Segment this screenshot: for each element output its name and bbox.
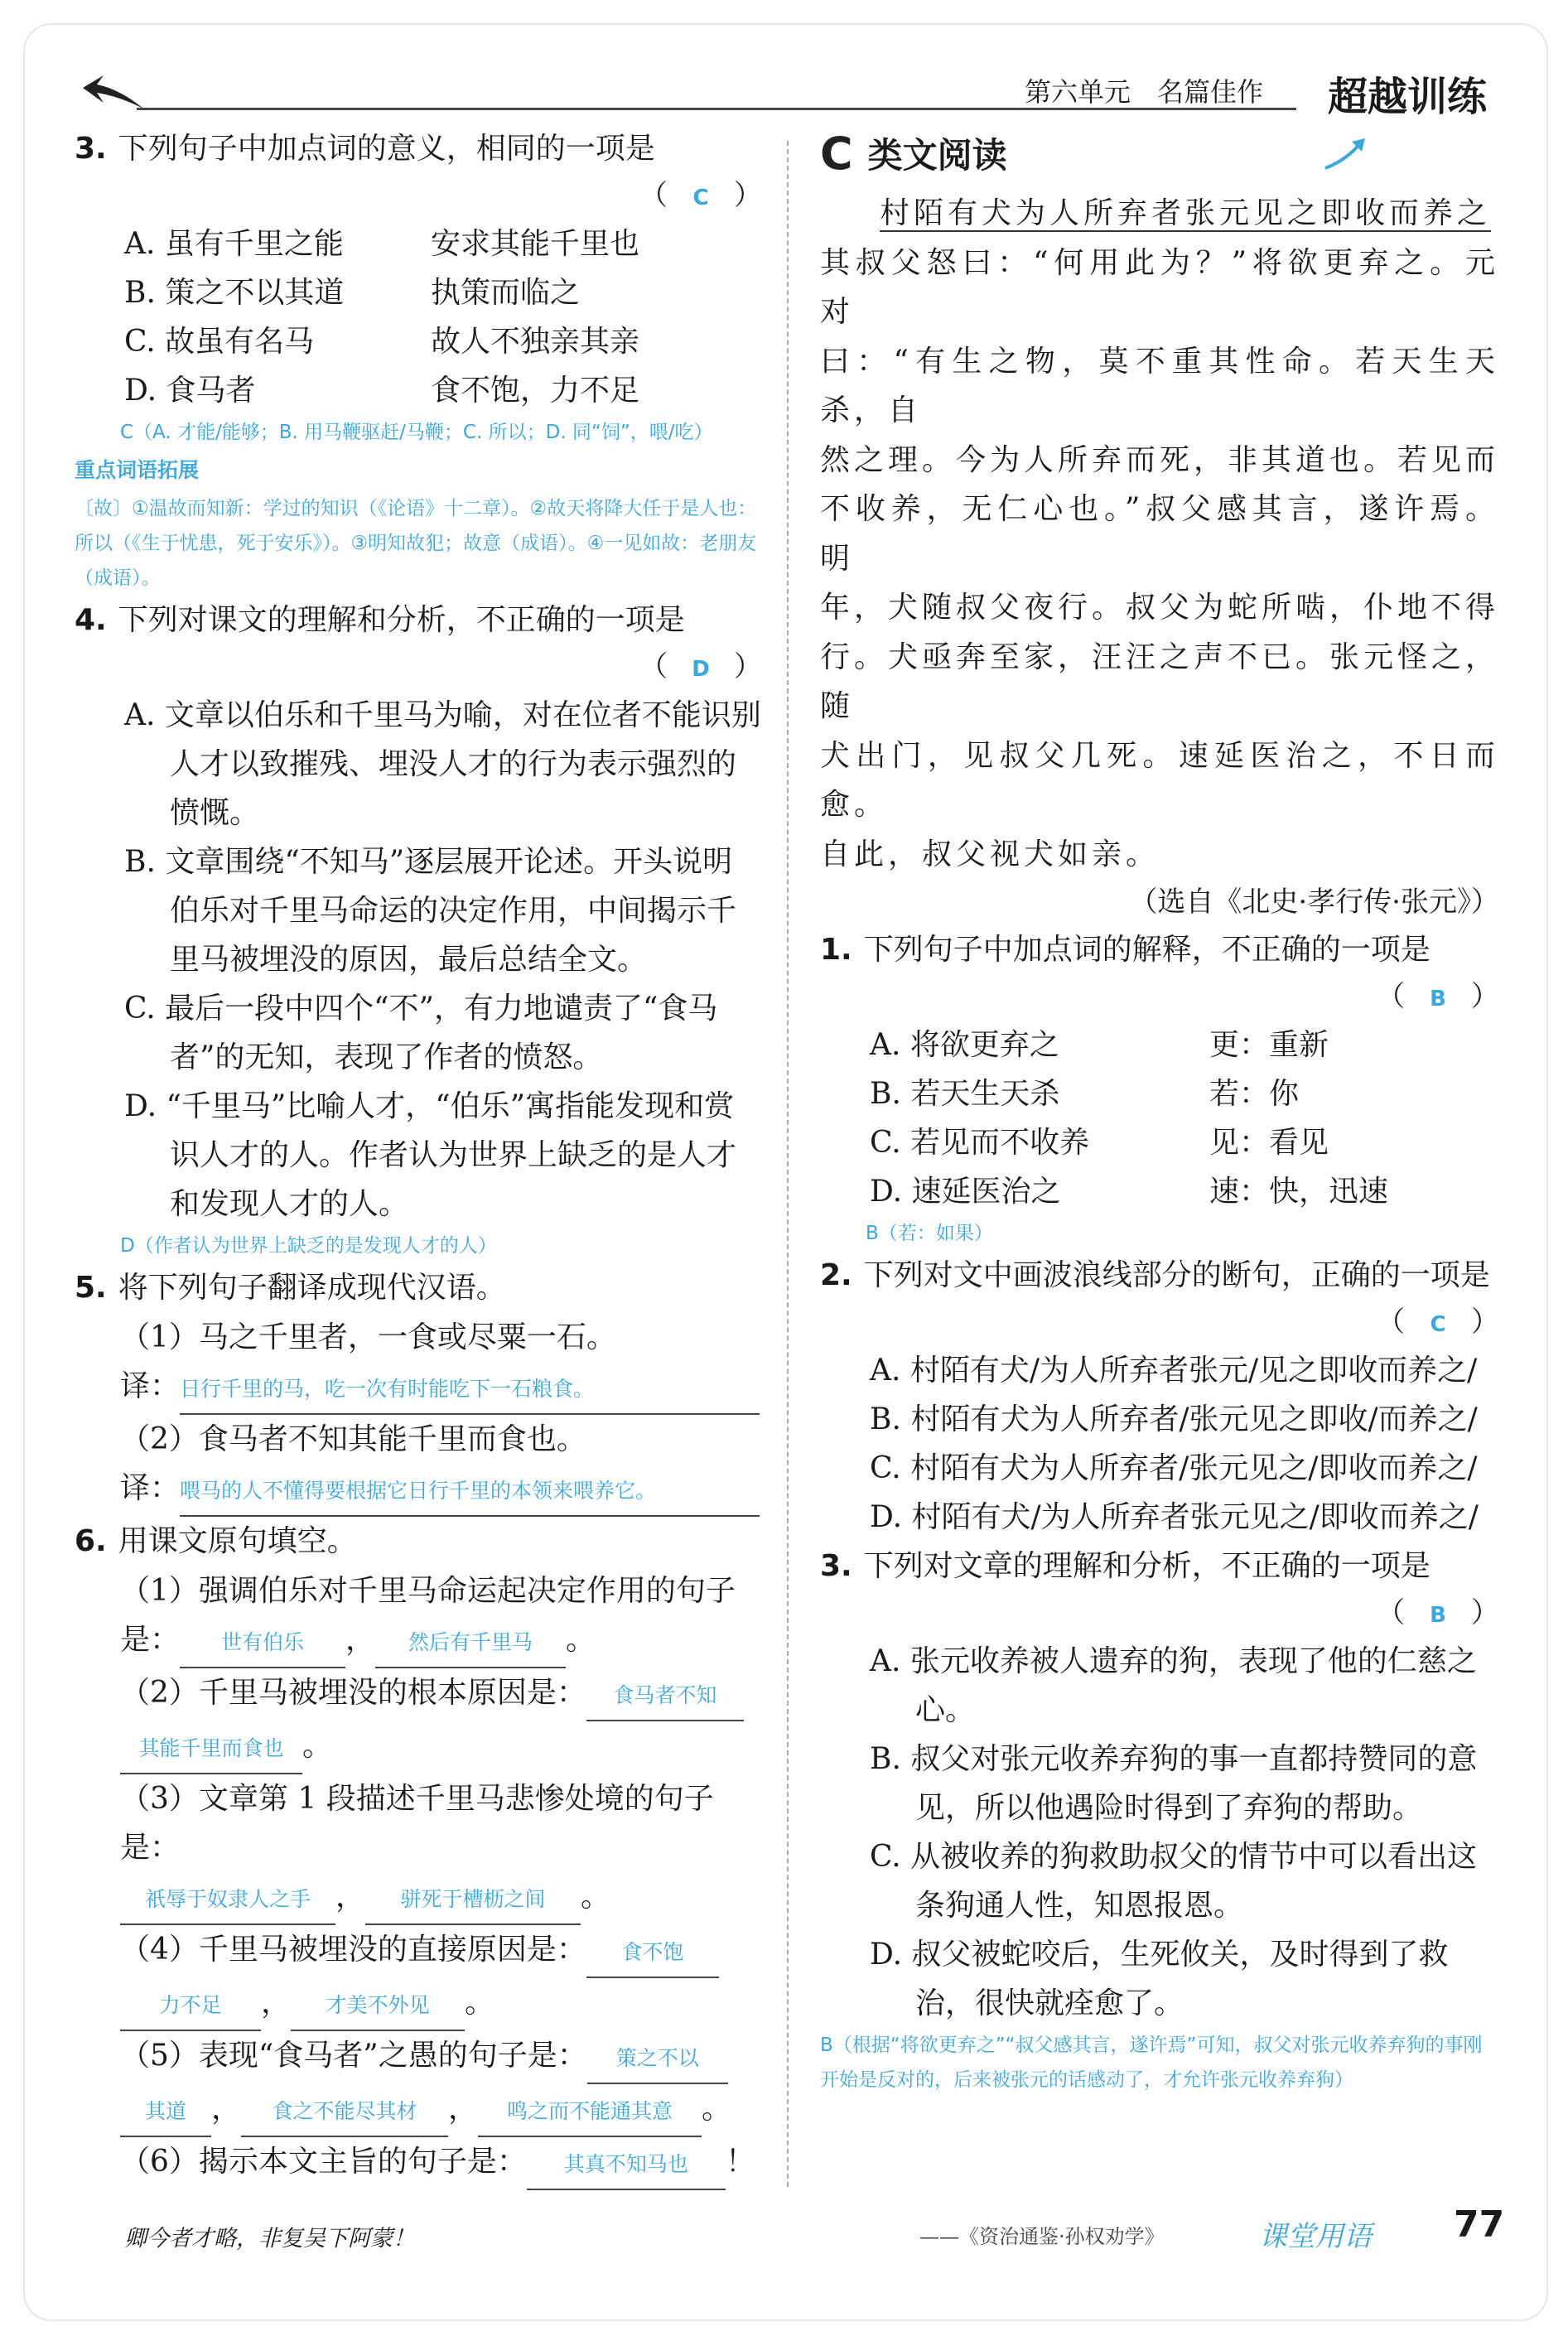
- answer-bracket: （ C ）: [75, 174, 762, 220]
- option-b: B. 叔父对张元收养弃狗的事一直都持赞同的意见，所以他遇险时得到了弃狗的帮助。: [870, 1742, 1478, 1825]
- passage-line: 行。犬亟奔至家，汪汪之声不已。张元怪之，随: [820, 640, 1500, 723]
- translation-answer: 日行千里的马，吃一次有时能吃下一石粮食。: [180, 1364, 760, 1415]
- fill-5: （5）表现“食马者”之愚的句子是： 策之不以 其道 ， 食之不能尽其材 ， 鸣之而不能通其意 。: [75, 2031, 762, 2137]
- section-title: 类文阅读: [867, 135, 1007, 176]
- answer-note: D（作者认为世界上缺乏的是发现人才的人）: [120, 1235, 497, 1257]
- answer-letter: C: [692, 186, 709, 210]
- option-d: D. 食马者 食不饱，力不足: [124, 374, 640, 408]
- answer-letter: D: [692, 657, 710, 682]
- sentence-2: （2）食马者不知其能千里而食也。: [120, 1422, 586, 1456]
- option-a: A. 虽有千里之能 安求其能千里也: [124, 227, 640, 261]
- option-b: B. 村陌有犬为人所弃者/张元见之即收/而养之/: [870, 1402, 1478, 1436]
- fill-6: （6）揭示本文主旨的句子是： 其真不知马也 ！: [75, 2137, 762, 2190]
- footer-source: ——《资治通鉴·孙权劝学》: [919, 2225, 1165, 2248]
- right-column: [820, 124, 1499, 2097]
- question-stem: 下列对课文的理解和分析，不正确的一项是: [118, 603, 685, 637]
- back-arrow-icon: [79, 71, 145, 113]
- passage-line: 不收养，无仁心也。”叔父感其言，遂许焉。明: [820, 492, 1499, 576]
- sentence-1: （1）马之千里者，一食或尽粟一石。: [120, 1320, 616, 1354]
- column-divider: [787, 141, 789, 2187]
- passage-line: 曰：“有生之物，莫不重其性命。若天生天杀，自: [820, 344, 1499, 427]
- question-stem: 下列句子中加点词的解释，不正确的一项是: [863, 933, 1430, 967]
- footer-brand: 课堂用语: [1259, 2220, 1372, 2253]
- answer-letter: B: [1430, 1603, 1446, 1628]
- question-4: [75, 596, 762, 1263]
- extension-text: 〔故〕①温故而知新：学过的知识（《论语》十二章）。②故天将降大任于是人也：所以（《生于忧患，死于安乐》）。③明知故犯；故意（成语）。④一见如故：老朋友（成语）。: [75, 498, 757, 589]
- page-header: [79, 65, 1503, 120]
- option-a: A. 村陌有犬/为人所弃者张元/见之即收而养之/: [870, 1354, 1478, 1388]
- answer-letter: B: [1430, 987, 1446, 1011]
- unit-title: 第六单元 名篇佳作: [1024, 76, 1263, 108]
- option-c: C. 村陌有犬为人所弃者/张元见之/即收而养之/: [870, 1451, 1478, 1485]
- passage-line: 然之理。今为人所弃而死，非其道也。若见而: [820, 442, 1500, 477]
- question-stem: 下列对文中画波浪线部分的断句，正确的一项是: [863, 1258, 1490, 1292]
- passage-line: 其叔父怒曰：“何用此为？”将欲更弃之。元对: [820, 245, 1499, 329]
- option-c: C. 故虽有名马 故人不独亲其亲: [124, 325, 640, 359]
- answer-bracket: （ B ）: [820, 975, 1499, 1021]
- section-heading: [820, 124, 1499, 182]
- question-3: [75, 124, 762, 596]
- question-5: [75, 1263, 762, 1517]
- answer-bracket: （ B ）: [820, 1591, 1499, 1637]
- extension-title: 重点词语拓展: [75, 458, 200, 482]
- translation-1: 译：日行千里的马，吃一次有时能吃下一石粮食。: [75, 1362, 762, 1415]
- question-number: 3.: [820, 1549, 852, 1583]
- fill-1: （1）强调伯乐对千里马命运起决定作用的句子是： 世有伯乐 ， 然后有千里马 。: [75, 1566, 762, 1668]
- reading-passage: [820, 189, 1499, 879]
- answer-bracket: （ C ）: [820, 1301, 1499, 1346]
- question-number: 4.: [75, 603, 107, 637]
- reading-question-2: [820, 1251, 1499, 1542]
- passage-line: 犬出门，见叔父几死。速延医治之，不日而愈。: [820, 738, 1499, 822]
- option-a: A. 张元收养被人遗弃的狗，表现了他的仁慈之心。: [870, 1644, 1477, 1727]
- left-column: [75, 124, 762, 2190]
- answer-letter: C: [1430, 1312, 1446, 1337]
- question-number: 1.: [820, 933, 852, 967]
- option-c: C. 若见而不收养 见：看见: [870, 1126, 1329, 1160]
- option-c: C. 最后一段中四个“不”，有力地谴责了“食马者”的无知，表现了作者的愤怒。: [124, 992, 718, 1074]
- page-number: 77: [1454, 2203, 1505, 2246]
- arrow-up-right-icon: [1322, 135, 1372, 171]
- reading-question-3: [820, 1542, 1499, 2097]
- option-d: D. 村陌有犬/为人所弃者张元见之/即收而养之/: [870, 1500, 1479, 1534]
- translation-2: 译：喂马的人不懂得要根据它日行千里的本领来喂养它。: [75, 1464, 762, 1517]
- option-a: A. 文章以伯乐和千里马为喻，对在位者不能识别人才以致摧残、埋没人才的行为表示强烈的愤慨。: [124, 698, 761, 830]
- question-stem: 用课文原句填空。: [118, 1524, 357, 1558]
- fill-4: （4）千里马被埋没的直接原因是： 食不饱 力不足 ， 才美不外见 。: [75, 1925, 762, 2031]
- answer-note: B（根据“将欲更弃之”“叔父感其言，遂许焉”可知，叔父对张元收养弃狗的事刚开始是反对的，后来被张元的话感动了，才允许张元收养弃狗）: [820, 2034, 1483, 2091]
- question-number: 6.: [75, 1524, 107, 1558]
- fill-2: （2）千里马被埋没的根本原因是： 食马者不知 其能千里而食也 。: [75, 1668, 762, 1774]
- question-stem: 将下列句子翻译成现代汉语。: [118, 1271, 506, 1305]
- question-number: 5.: [75, 1271, 107, 1305]
- option-d: D. “千里马”比喻人才，“伯乐”寓指能发现和赏识人才的人。作者认为世界上缺乏的是人才和发现人才的人。: [124, 1089, 737, 1221]
- wavy-sentence: 村陌有犬为人所弃者张元见之即收而养之: [880, 196, 1492, 230]
- passage-line: 自此，叔父视犬如亲。: [820, 837, 1160, 871]
- brand-title: 超越训练: [1327, 74, 1487, 120]
- translation-answer: 喂马的人不懂得要根据它日行千里的本领来喂养它。: [180, 1466, 760, 1517]
- footer-quote: 卿今者才略，非复吴下阿蒙！: [124, 2226, 415, 2252]
- option-d: D. 叔父被蛇咬后，生死攸关，及时得到了救治，很快就痊愈了。: [870, 1938, 1449, 2020]
- answer-note: B（若：如果）: [866, 1223, 993, 1244]
- option-b: B. 文章围绕“不知马”逐层展开论述。开头说明伯乐对千里马命运的决定作用，中间揭示千里马被埋没的原因，最后总结全文。: [124, 845, 737, 977]
- question-stem: 下列对文章的理解和分析，不正确的一项是: [863, 1549, 1430, 1583]
- option-d: D. 速延医治之 速：快，迅速: [870, 1175, 1389, 1209]
- fill-3: （3）文章第 1 段描述千里马悲惨处境的句子是： 祇辱于奴隶人之手 ， 骈死于槽枥之间 。: [75, 1774, 762, 1925]
- passage-line: 年，犬随叔父夜行。叔父为蛇所啮，仆地不得: [820, 591, 1500, 625]
- option-a: A. 将欲更弃之 更：重新: [870, 1028, 1329, 1062]
- option-b: B. 若天生天杀 若：你: [870, 1077, 1300, 1111]
- question-6: [75, 1517, 762, 2190]
- answer-bracket: （ D ）: [75, 645, 762, 691]
- question-number: 3.: [75, 132, 107, 166]
- answer-note: C（A. 才能/能够；B. 用马鞭驱赶/马鞭；C. 所以；D. 同“饲”，喂/吃）: [120, 422, 713, 443]
- reading-question-1: [820, 925, 1499, 1251]
- question-number: 2.: [820, 1258, 852, 1292]
- section-letter: C: [820, 127, 853, 180]
- option-b: B. 策之不以其道 执策而临之: [124, 276, 581, 310]
- option-c: C. 从被收养的狗救助叔父的情节中可以看出这条狗通人性，知恩报恩。: [870, 1840, 1478, 1923]
- question-stem: 下列句子中加点词的意义，相同的一项是: [118, 132, 655, 166]
- passage-source: （选自《北史·孝行传·张元》）: [1129, 886, 1499, 919]
